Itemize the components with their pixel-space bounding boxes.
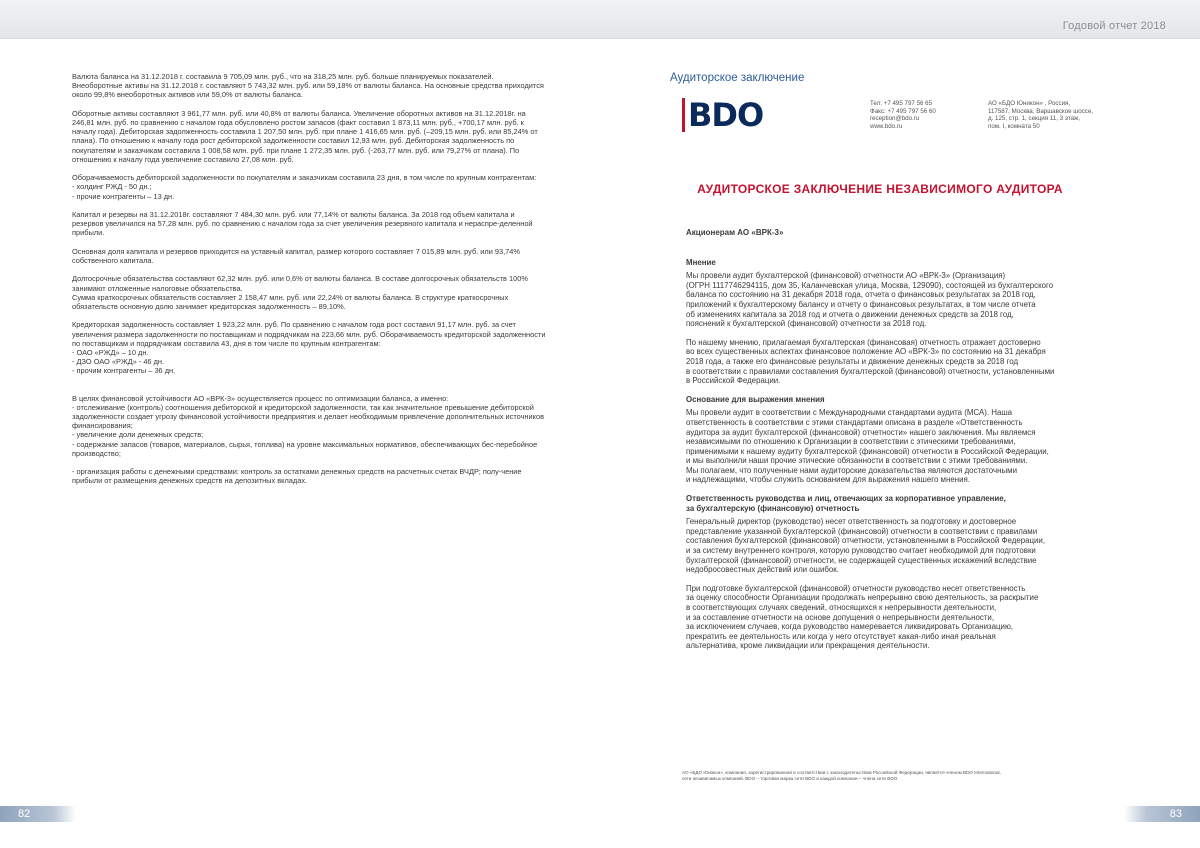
page-number-left: 82 [0, 806, 76, 822]
letter-paragraph: Мы провели аудит бухгалтерской (финансовой) отчетности АО «ВРК-3» (Организация) (ОГРН 1117746294115, дом 35, Каланчевская улица, Москва, 129090), состоящей из бухгалтерского баланса по состоянию на 31 декабря 2018 года, отчета о финансовых результатах за 2018 год, приложений к бухгалтерскому балансу и отчету о финансовых результатах, в том числе отчета об изменениях капитала за 2018 год и отчета о движении денежных средств за 2018 год, пояснений к бухгалтерской (финансовой) отчетности за 2018 год. [686, 271, 1054, 329]
document-title: Годовой отчет 2018 [1062, 20, 1166, 32]
addressee: Акционерам АО «ВРК-3» [686, 228, 784, 237]
paragraph: Оборотные активы составляют 3 961,77 млн. руб. или 40,8% от валюты баланса. Увеличение оборотных активов на 31.12.2018г. на 246,81 млн. руб. по сравнению с началом года обусловлено ростом запасов (факт составил 1 873,11 млн. руб., +700,17 млн. руб. к началу года). Дебиторская задолженность составила 1 207,50 млн. руб. при плане 1 416,65 млн. руб. (–209,15 млн. руб. или 85,24% от плана). По отношению к началу года рост дебиторской задолженности составил 12,93 млн. руб. Дебиторская задолженность по покупателям и заказчикам составила 1 008,58 млн. руб. при плане 1 272,35 млн. руб. (-263,77 млн. руб. или 79,27% от плана). По отношению к началу года увеличение составило 27,08 млн. руб. [72, 108, 538, 164]
section-heading: Основание для выражения мнения [686, 394, 825, 404]
address-block: АО «БДО Юникон» , Россия, 117587, Москва, Варшавское шоссе, д. 125, стр. 1, секция 11, 3 этаж, пом. I, комната 50 [988, 100, 1094, 130]
header-band [0, 0, 1200, 39]
section-title: Аудиторское заключение [670, 72, 805, 84]
letter-footer-note: АО «БДО Юникон», компания, зарегистрированная в соответствии с законодательством Российской Федерации, является членом BDO International, сети независимых компаний. BDO – торговая марка сети BDO и каждой компании – члена сети BDO. [682, 770, 1001, 781]
audit-letter-scan [660, 90, 1100, 830]
contact-block: Тел: +7 495 797 56 65 Факс: +7 495 797 56 60 reception@bdo.ru www.bdo.ru [870, 100, 936, 130]
paragraph: В целях финансовой устойчивости АО «ВРК-3» осуществляется процесс по оптимизации баланса, а именно: - отслеживание (контроль) соотношения дебиторской и кредиторской задолженности, так как значительное превышение дебиторской задолженности создает угрозу финансовой устойчивости предприятия и делает необходимым привлечение дополнительных источников финансирования; - увеличение доли денежных средств; - содержание запасов (товаров, материалов, сырья, топлива) на уровне максимальных нормативов, обеспечивающих бес-перебойное производство; [72, 393, 544, 458]
left-page-text [72, 72, 546, 495]
paragraph: Основная доля капитала и резервов приходится на уставный капитал, размер которого составляет 7 015,89 млн. руб. или 93,74% собственного капитала. [72, 246, 520, 265]
paragraph: Долгосрочные обязательства составляют 62,32 млн. руб. или 0,6% от валюты баланса. В составе долгосрочных обязательств 100% занимают отложенные налоговые обязательства. Сумма краткосрочных обязательств составляет 2 158,47 млн. руб. или 22,24% от валюты баланса. В структуре краткосрочных обязательств основную долю занимает кредиторская задолженность – 89,10%. [72, 274, 528, 311]
section-heading: Ответственность руководства и лиц, отвечающих за корпоративное управление, за бухгалтерскую (финансовую) отчетность [686, 494, 1006, 513]
page-number-right: 83 [1124, 806, 1200, 822]
report-heading: АУДИТОРСКОЕ ЗАКЛЮЧЕНИЕ НЕЗАВИСИМОГО АУДИТОРА [697, 182, 1063, 196]
letter-body [686, 228, 1102, 660]
letter-paragraph: Генеральный директор (руководство) несет ответственность за подготовку и достоверное представление указанной бухгалтерской (финансовой) отчетности в соответствии с правилами составления бухгалтерской (финансовой) отчетности, установленными в Российской Федерации, и за систему внутреннего контроля, которую руководство считает необходимой для подготовки бухгалтерской (финансовой) отчетности, не содержащей существенных искажений вследствие недобросовестных действий или ошибок. [686, 517, 1046, 575]
logo-bar [682, 98, 685, 132]
paragraph: Кредиторская задолженность составляет 1 923,22 млн. руб. По сравнению с началом года рост составил 91,17 млн. руб. за счет увеличения размера задолженности по поставщикам и подрядчикам на 223,66 млн. руб. Оборачиваемость кредиторской задолженности по поставщикам и подрядчикам составила 43, дня в том числе по крупным контрагентам: - ОАО «РЖД» – 10 дн. - ДЗО ОАО «РЖД» - 46 дн. - прочим контрагенты – 36 дн. [72, 320, 546, 376]
paragraph: Оборачиваемость дебиторской задолженности по покупателям и заказчикам составила 23 дня, в том числе по крупным контрагентам: - холдинг РЖД - 50 дн.; - прочие контрагенты – 13 дн. [72, 173, 537, 201]
logo-text: BDO [688, 96, 764, 134]
letter-paragraph: По нашему мнению, прилагаемая бухгалтерская (финансовая) отчетность отражает достоверно во всех существенных аспектах финансовое положение АО «ВРК-3» по состоянию на 31 декабря 2018 года, а также его финансовые результаты и движение денежных средств за 2018 год в соответствии с правилами составления бухгалтерской (финансовой) отчетности, установленными в Российской Федерации. [686, 337, 1055, 386]
section-heading: Мнение [686, 257, 716, 267]
paragraph: - организация работы с денежными средствами: контроль за остатками денежных средств на расчетных счетах ВЧДР; полу-чение прибыли от размещения денежных средств на депозитных вкладах. [72, 467, 522, 486]
letter-paragraph: При подготовке бухгалтерской (финансовой) отчетности руководство несет ответственность за оценку способности Организации продолжать непрерывно свою деятельность, за раскрытие в соответствующих случаях сведений, относящихся к непрерывности деятельности, и за составление отчетности на основе допущения о непрерывности деятельности, за исключением случаев, когда руководство намеревается ликвидировать Организацию, прекратить ее деятельность или когда у него отсутствует какая-либо иная реальная альтернатива, кроме ликвидации или прекращения деятельности. [686, 583, 1039, 651]
paragraph: Капитал и резервы на 31.12.2018г. составляют 7 484,30 млн. руб. или 77,14% от валюты баланса. За 2018 год объем капитала и резервов увеличился на 57,28 млн. руб. по сравнению с началом года за счет увеличения резервного капитала и нераспре-деленной прибыли. [72, 210, 533, 238]
paragraph: Валюта баланса на 31.12.2018 г. составила 9 705,09 млн. руб., что на 318,25 млн. руб. больше планируемых показателей. Внеоборотные активы на 31.12.2018 г. составляют 5 743,32 млн. руб. или 59,18% от валюты баланса. На основные средства приходится около 99,8% внеоборотных активов или 59,0% от валюты баланса. [72, 72, 544, 100]
letter-paragraph: Мы провели аудит в соответствии с Международными стандартами аудита (МСА). Наша ответственность в соответствии с этими стандартами описана в разделе «Ответственность аудитора за аудит бухгалтерской (финансовой) отчетности» нашего заключения. Мы являемся независимыми по отношению к Организации в соответствии с этическими требованиями, применимыми к нашему аудиту бухгалтерской (финансовой) отчетности в Российской Федерации, и мы выполнили наши прочие этические обязанности в соответствии с этими требованиями. Мы полагаем, что полученные нами аудиторские доказательства являются достаточными и надлежащими, чтобы служить основанием для выражения нашего мнения. [686, 408, 1049, 485]
